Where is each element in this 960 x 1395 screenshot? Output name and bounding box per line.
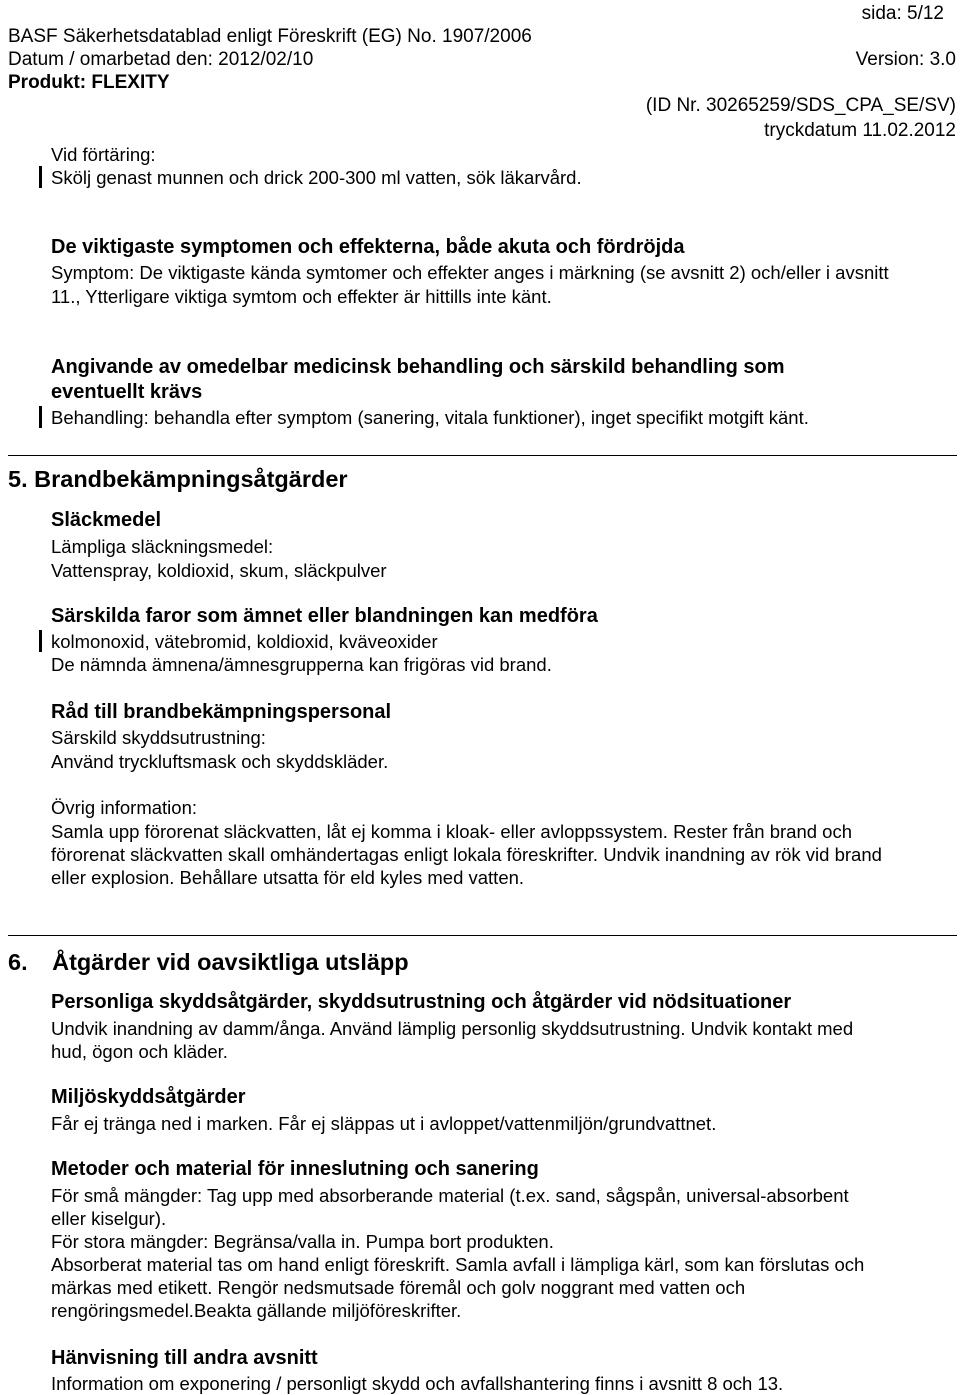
section-number: 5. xyxy=(8,466,28,492)
reference-heading: Hänvisning till andra avsnitt xyxy=(51,1347,318,1369)
page-number: sida: 5/12 xyxy=(861,3,944,24)
change-bar xyxy=(39,630,42,652)
change-bar xyxy=(39,406,42,428)
hazards-heading: Särskilda faror som ämnet eller blandningen kan medföra xyxy=(51,605,598,627)
id-number: (ID Nr. 30265259/SDS_CPA_SE/SV) xyxy=(645,95,956,116)
other-info-line: förorenat släckvatten skall omhändertagas enligt lokala föreskrifter. Undvik inandning av rök vid brand xyxy=(51,844,882,865)
extinguishing-label: Lämpliga släckningsmedel: xyxy=(51,536,274,557)
other-info-line: eller explosion. Behållare utsatta för eld kyles med vatten. xyxy=(51,867,525,888)
product-label: Produkt: xyxy=(8,72,87,93)
extinguishing-text: Vattenspray, koldioxid, skum, släckpulver xyxy=(51,560,387,581)
methods-line: För små mängder: Tag upp med absorberande material (t.ex. sand, sågspån, universal-absorbent xyxy=(51,1185,849,1206)
product-line xyxy=(8,71,170,94)
treatment-text: Behandling: behandla efter symptom (sanering, vitala funktioner), inget specifikt motgift känt. xyxy=(51,407,809,428)
section-6-title xyxy=(8,951,409,974)
product-name: FLEXITY xyxy=(91,72,170,93)
methods-line: rengöringsmedel.Beakta gällande miljöföreskrifter. xyxy=(51,1300,462,1321)
personal-line: hud, ögon och kläder. xyxy=(51,1041,228,1062)
methods-line: eller kiselgur). xyxy=(51,1208,167,1229)
section-title: Åtgärder vid oavsiktliga utsläpp xyxy=(52,949,409,975)
symptoms-line: 11., Ytterligare viktiga symtom och effekter är hittills inte känt. xyxy=(51,286,552,307)
version: Version: 3.0 xyxy=(855,49,956,70)
section-number: 6. xyxy=(8,949,28,975)
ingestion-label: Vid förtäring: xyxy=(51,144,156,165)
extinguishing-heading: Släckmedel xyxy=(51,509,162,531)
print-date: tryckdatum 11.02.2012 xyxy=(764,120,956,141)
hazards-line: kolmonoxid, vätebromid, koldioxid, kväveoxider xyxy=(51,631,438,652)
treatment-heading: Angivande av omedelbar medicinsk behandling och särskild behandling som xyxy=(51,356,785,378)
personal-line: Undvik inandning av damm/ånga. Använd lämplig personlig skyddsutrustning. Undvik kontakt med xyxy=(51,1018,854,1039)
document-title: BASF Säkerhetsdatablad enligt Föreskrift (EG) No. 1907/2006 xyxy=(8,26,532,47)
env-heading: Miljöskyddsåtgärder xyxy=(51,1086,246,1108)
reference-text: Information om exponering / personligt skydd och avfallshantering finns i avsnitt 8 och 13. xyxy=(51,1373,784,1394)
other-info-label: Övrig information: xyxy=(51,797,197,818)
hazards-line: De nämnda ämnena/ämnesgrupperna kan frigöras vid brand. xyxy=(51,654,552,675)
methods-line: märkas med etikett. Rengör nedsmutsade föremål och golv noggrant med vatten och xyxy=(51,1277,746,1298)
methods-heading: Metoder och material för inneslutning och sanering xyxy=(51,1158,539,1180)
revision-date: Datum / omarbetad den: 2012/02/10 xyxy=(8,49,314,70)
symptoms-heading: De viktigaste symptomen och effekterna, både akuta och fördröjda xyxy=(51,236,685,258)
methods-line: För stora mängder: Begränsa/valla in. Pumpa bort produkten. xyxy=(51,1231,554,1252)
advice-text: Använd tryckluftsmask och skyddskläder. xyxy=(51,751,389,772)
section-rule xyxy=(8,455,957,456)
other-info-line: Samla upp förorenat släckvatten, låt ej komma i kloak- eller avloppssystem. Rester från brand och xyxy=(51,821,853,842)
env-text: Får ej tränga ned i marken. Får ej släppas ut i avloppet/vattenmiljön/grundvattnet. xyxy=(51,1113,717,1134)
section-title: Brandbekämpningsåtgärder xyxy=(34,466,348,492)
section-rule xyxy=(8,935,957,936)
advice-label: Särskild skyddsutrustning: xyxy=(51,727,266,748)
advice-heading: Råd till brandbekämpningspersonal xyxy=(51,701,392,723)
treatment-heading: eventuellt krävs xyxy=(51,381,203,403)
section-5-title xyxy=(8,468,348,491)
personal-heading: Personliga skyddsåtgärder, skyddsutrustning och åtgärder vid nödsituationer xyxy=(51,991,792,1013)
change-bar xyxy=(39,166,42,188)
symptoms-line: Symptom: De viktigaste kända symtomer och effekter anges i märkning (se avsnitt 2) och/eller i avsnitt xyxy=(51,262,889,283)
ingestion-text: Skölj genast munnen och drick 200-300 ml vatten, sök läkarvård. xyxy=(51,167,582,188)
methods-line: Absorberat material tas om hand enligt föreskrift. Samla avfall i lämpliga kärl, som kan förslutas och xyxy=(51,1254,865,1275)
